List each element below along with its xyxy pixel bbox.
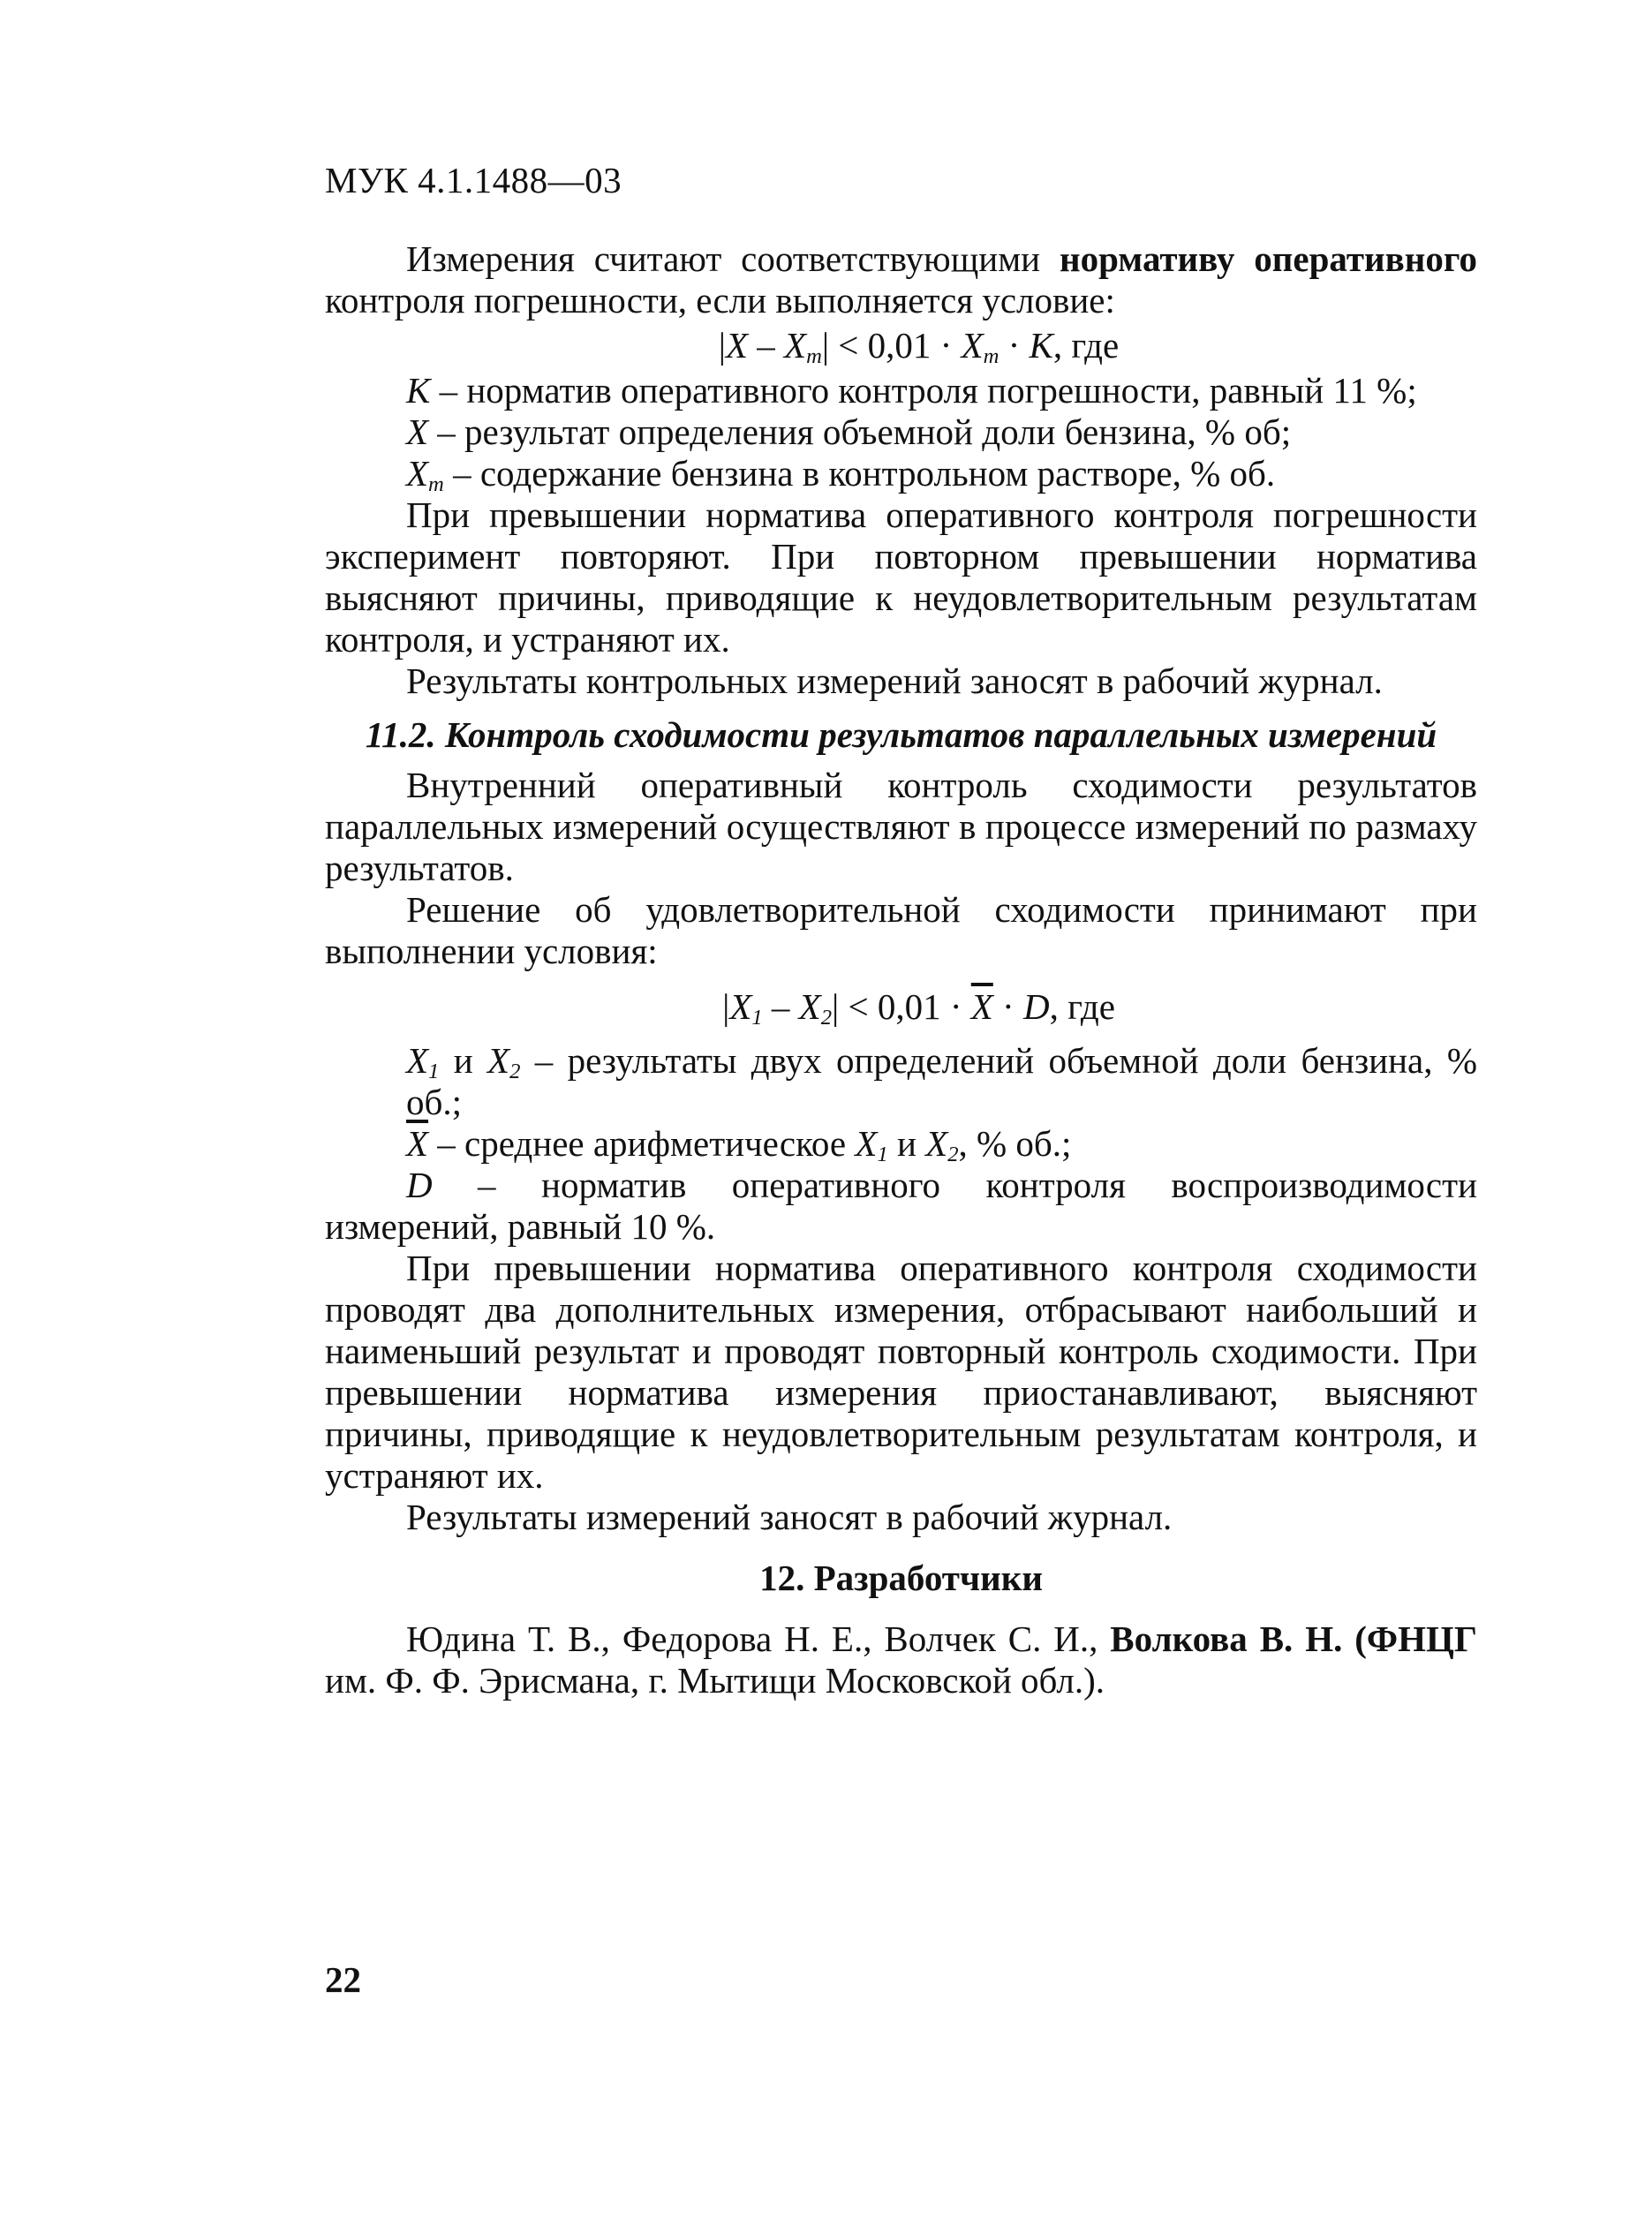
formula-abs-right: |: [832, 986, 840, 1027]
paragraph-convergence-control: Внутренний оперативный контроль сходимости результатов параллельных измерений осуществляют в процессе измерений по размаху результатов.: [325, 765, 1477, 888]
paragraph-developers: [325, 1618, 1477, 1701]
formula-comparison: < 0,01 ·: [829, 325, 962, 366]
definition-d: [325, 1165, 1477, 1248]
definition-text: – результаты двух определений объемной доли бензина, % об.;: [406, 1040, 1477, 1122]
definition-symbol: X: [406, 453, 429, 494]
formula-var-xm: X: [784, 325, 807, 366]
formula-var-x: X: [725, 325, 749, 366]
document-header: МУК 4.1.1488—03: [325, 160, 622, 200]
formula-var-xm: X: [961, 325, 984, 366]
paragraph-text: Измерения считают соответствующими: [406, 238, 1060, 279]
formula-sub-2: 2: [820, 1006, 832, 1030]
formula-abs-left: |: [718, 325, 726, 366]
definition-text: – норматив оперативного контроля воспроизводимости измерений, равный 10 %.: [325, 1165, 1477, 1247]
formula-dot: ·: [992, 986, 1023, 1027]
paragraph-control-results: Результаты контрольных измерений заносят в рабочий журнал.: [406, 660, 1383, 701]
paragraph-measurement-results: Результаты измерений заносят в рабочий журнал.: [406, 1497, 1173, 1537]
definition-symbol: X: [925, 1123, 948, 1164]
definition-xm: [325, 453, 1477, 497]
formula-abs-right: |: [821, 325, 830, 366]
formula-var-x1: X: [729, 986, 752, 1027]
definition-xbar: [325, 1123, 1477, 1165]
page-content: [325, 238, 1477, 1701]
definition-conjunction: и: [887, 1123, 926, 1164]
formula-var-xbar: $\overline{X}$: [970, 986, 993, 1027]
definition-symbol: K: [406, 370, 431, 411]
definition-symbol: D: [406, 1165, 433, 1205]
definition-symbol: X: [855, 1123, 878, 1164]
paragraph-condition-intro: [325, 238, 1477, 321]
formula-sub-1: 1: [751, 1006, 763, 1030]
page-number: 22: [325, 1959, 361, 2000]
formula-var-d: D: [1022, 986, 1050, 1027]
developers-organization: им. Ф. Ф. Эрисмана, г. Мытищи Московской обл.).: [325, 1660, 1105, 1701]
developers-names: Юдина Т. В., Федорова Н. Е., Волчек С. И.,: [406, 1618, 1111, 1659]
definition-text: – норматив оперативного контроля погрешности, равный 11 %;: [430, 370, 1417, 411]
definition-k: [325, 370, 1477, 411]
subsection-heading: 11.2. Контроль сходимости результатов параллельных измерений: [365, 714, 1437, 755]
paragraph-bold-text: нормативу оперативного: [1060, 238, 1477, 279]
paragraph-exceeding-norm: При превышении норматива оперативного контроля погрешности эксперимент повторяют. При повторном превышении норматива выясняют причины, приводящие к неудовлетворительным результатам контроля, и устраняют их.: [325, 494, 1477, 660]
definition-symbol: X: [406, 411, 429, 452]
formula-minus: –: [748, 325, 785, 366]
definition-text: – результат определения объемной доли бензина, % об;: [428, 411, 1292, 452]
definition-symbol: X: [406, 1040, 429, 1081]
formula-abs-left: |: [722, 986, 730, 1027]
definition-x: [325, 411, 1477, 453]
formula-operational-control: [325, 325, 1477, 369]
definition-subscript: 1: [428, 1060, 440, 1084]
formula-sub-m: m: [806, 344, 822, 369]
formula-sub-m: m: [983, 344, 999, 369]
definition-subscript: 2: [509, 1060, 521, 1084]
definition-text: , % об.;: [958, 1123, 1072, 1164]
definition-subscript: 1: [877, 1143, 888, 1167]
definition-symbol: X: [487, 1040, 510, 1081]
paragraph-text: контроля погрешности, если выполняется условие:: [325, 280, 1115, 321]
definition-x1-x2: [325, 1040, 1477, 1123]
definition-text: – содержание бензина в контрольном растворе, % об.: [443, 453, 1276, 494]
definition-subscript: 2: [947, 1143, 959, 1167]
definition-text: – среднее арифметическое: [428, 1123, 856, 1164]
formula-where: , где: [1049, 986, 1115, 1027]
formula-minus: –: [762, 986, 799, 1027]
formula-var-k: K: [1029, 325, 1053, 366]
formula-convergence: [325, 986, 1477, 1028]
definition-conjunction: и: [439, 1040, 488, 1081]
paragraph-convergence-exceeding: При превышении норматива оперативного контроля сходимости проводят два дополнительных измерения, отбрасывают наибольший и наименьший результат и проводят повторный контроль сходимости. При превышении норматива измерения приостанавливают, выясняют причины, приводящие к неудовлетворительным результатам контроля, и устраняют их.: [325, 1248, 1477, 1496]
formula-dot: ·: [999, 325, 1030, 366]
definition-symbol: $\overline{X}$: [406, 1123, 429, 1164]
formula-var-x2: X: [798, 986, 821, 1027]
formula-where: , где: [1052, 325, 1120, 366]
developers-names-bold: Волкова В. Н. (ФНЦГ: [1110, 1618, 1477, 1659]
formula-comparison: < 0,01 ·: [839, 986, 971, 1027]
paragraph-convergence-decision: Решение об удовлетворительной сходимости принимают при выполнении условия:: [325, 889, 1477, 971]
section-heading-developers: 12. Разработчики: [759, 1558, 1043, 1598]
definition-subscript: m: [428, 472, 444, 497]
